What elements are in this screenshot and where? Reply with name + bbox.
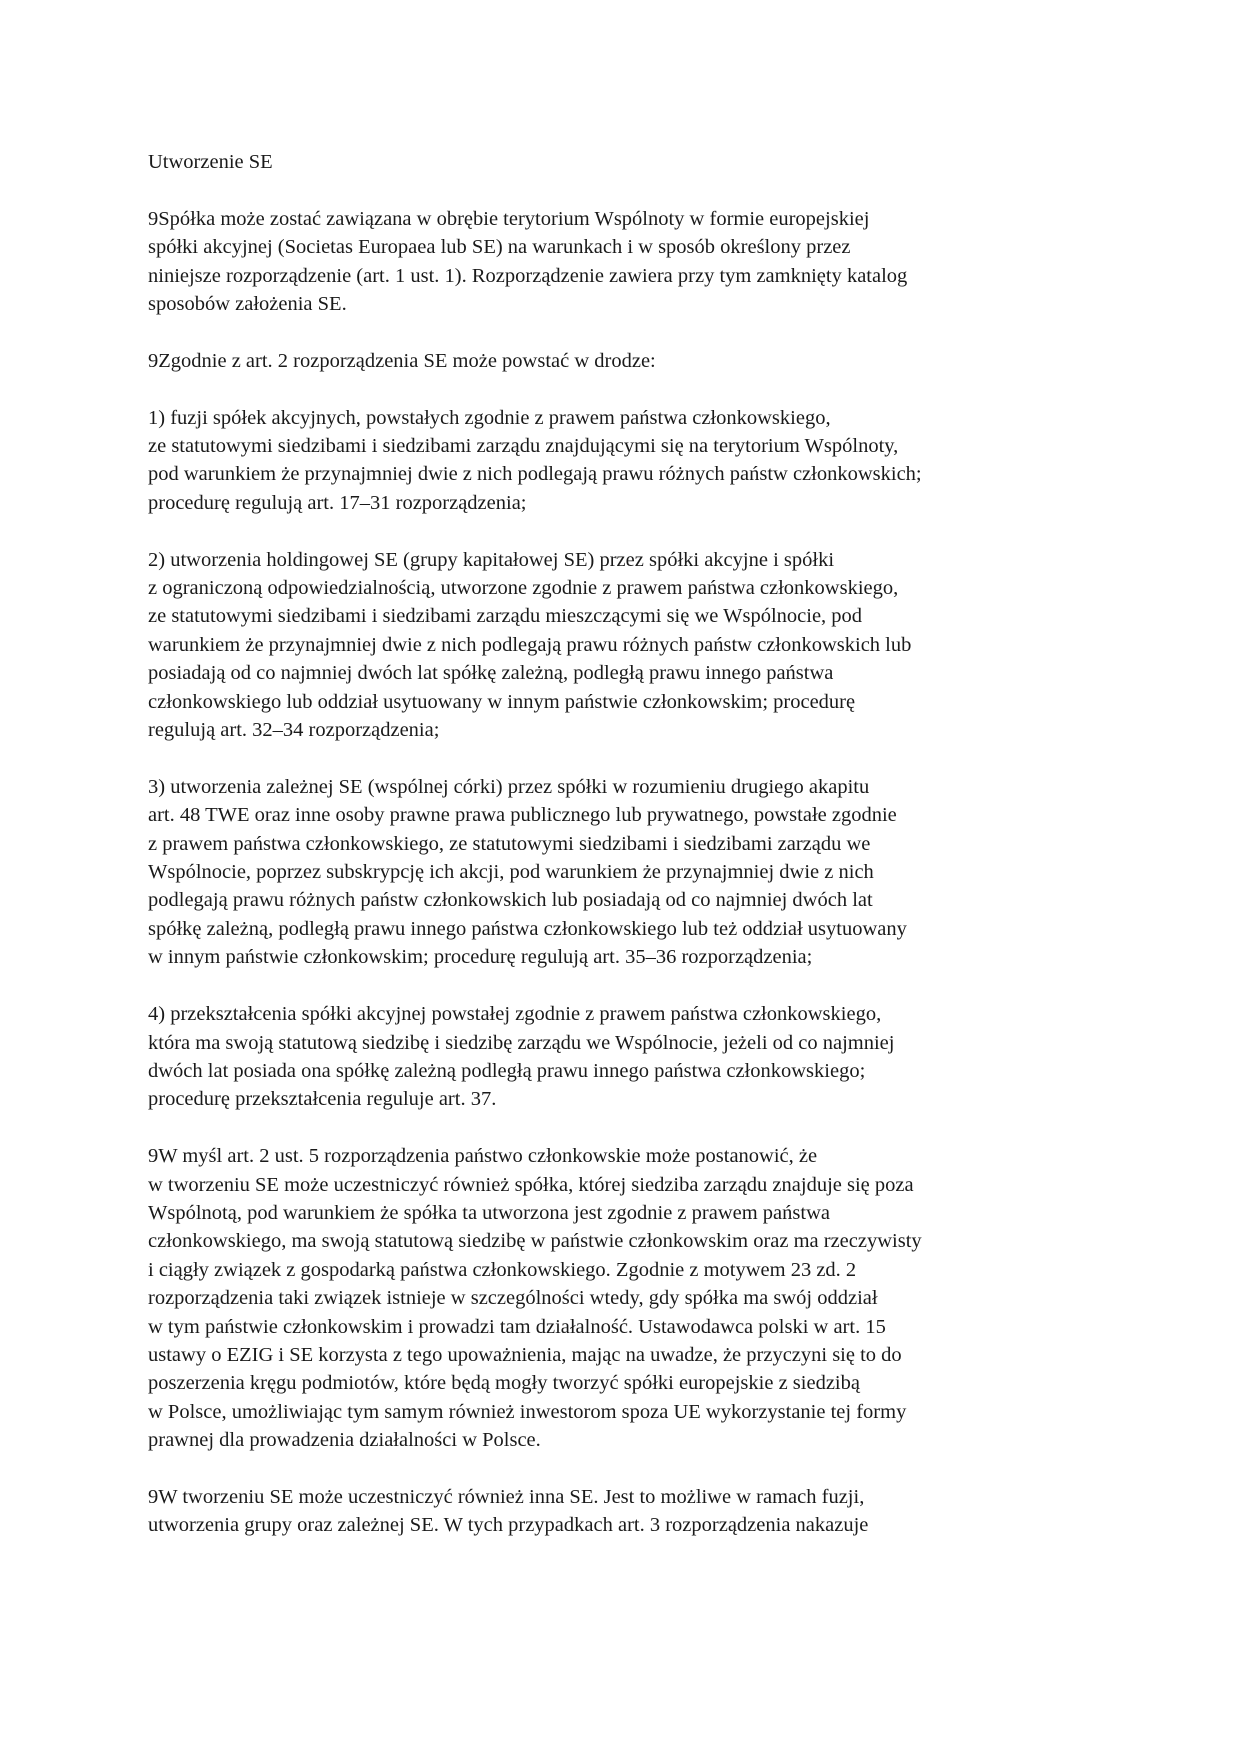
text-line: poszerzenia kręgu podmiotów, które będą mogły tworzyć spółki europejskie z siedzibą xyxy=(148,1372,860,1395)
text-line: w tworzeniu SE może uczestniczyć również spółka, której siedziba zarządu znajduje się poza xyxy=(148,1173,914,1196)
paragraph xyxy=(148,1483,1098,1540)
title-line: Utworzenie SE xyxy=(148,151,273,173)
text-line: 4) przekształcenia spółki akcyjnej powstałej zgodnie z prawem państwa członkowskiego, xyxy=(148,1003,882,1026)
text-line: sposobów założenia SE. xyxy=(148,293,347,316)
text-line: warunkiem że przynajmniej dwie z nich podlegają prawu różnych państw członkowskich lub xyxy=(148,633,912,656)
text-line: utworzenia grupy oraz zależnej SE. W tych przypadkach art. 3 rozporządzenia nakazuje xyxy=(148,1514,869,1537)
text-line: 9W myśl art. 2 ust. 5 rozporządzenia państwo członkowskie może postanowić, że xyxy=(148,1145,818,1168)
text-line: 1) fuzji spółek akcyjnych, powstałych zgodnie z prawem państwa członkowskiego, xyxy=(148,406,831,429)
paragraph xyxy=(148,1000,1098,1114)
text-line: w Polsce, umożliwiając tym samym również inwestorom spoza UE wykorzystanie tej formy xyxy=(148,1400,907,1423)
text-line: dwóch lat posiada ona spółkę zależną podległą prawu innego państwa członkowskiego; xyxy=(148,1059,866,1082)
text-line: posiadają od co najmniej dwóch lat spółkę zależną, podległą prawu innego państwa xyxy=(148,662,834,685)
text-line: spółkę zależną, podległą prawu innego państwa członkowskiego lub też oddział usytuowany xyxy=(148,917,907,940)
document-title xyxy=(148,148,1098,176)
text-line: w tym państwie członkowskim i prowadzi tam działalność. Ustawodawca polski w art. 15 xyxy=(148,1315,886,1338)
text-line: ze statutowymi siedzibami i siedzibami zarządu znajdującymi się na terytorium Wspólnoty, xyxy=(148,435,899,458)
text-line: Wspólnotą, pod warunkiem że spółka ta utworzona jest zgodnie z prawem państwa xyxy=(148,1201,830,1224)
text-line: niniejsze rozporządzenie (art. 1 ust. 1). Rozporządzenie zawiera przy tym zamknięty katalog xyxy=(148,264,908,287)
text-line: 9Spółka może zostać zawiązana w obrębie terytorium Wspólnoty w formie europejskiej xyxy=(148,207,870,230)
text-line: ze statutowymi siedzibami i siedzibami zarządu mieszczącymi się we Wspólnocie, pod xyxy=(148,605,863,628)
text-line: spółki akcyjnej (Societas Europaea lub SE) na warunkach i w sposób określony przez xyxy=(148,236,851,259)
text-line: z ograniczoną odpowiedzialnością, utworzone zgodnie z prawem państwa członkowskiego, xyxy=(148,577,899,600)
paragraph-list xyxy=(148,205,1098,1540)
text-line: podlegają prawu różnych państw członkowskich lub posiadają od co najmniej dwóch lat xyxy=(148,889,873,912)
text-line: która ma swoją statutową siedzibę i siedzibę zarządu we Wspólnocie, jeżeli od co najmniej xyxy=(148,1031,895,1054)
paragraph xyxy=(148,205,1098,319)
paragraph xyxy=(148,347,1098,375)
document-body xyxy=(148,148,1098,1568)
paragraph xyxy=(148,1142,1098,1454)
text-line: Wspólnocie, poprzez subskrypcję ich akcji, pod warunkiem że przynajmniej dwie z nich xyxy=(148,861,874,884)
text-line: pod warunkiem że przynajmniej dwie z nich podlegają prawu różnych państw członkowskich; xyxy=(148,463,922,486)
text-line: ustawy o EZIG i SE korzysta z tego upoważnienia, mając na uwadze, że przyczyni się to do xyxy=(148,1343,902,1366)
paragraph xyxy=(148,404,1098,518)
text-line: i ciągły związek z gospodarką państwa członkowskiego. Zgodnie z motywem 23 zd. 2 xyxy=(148,1258,857,1281)
text-line: procedurę przekształcenia reguluje art. 37. xyxy=(148,1088,497,1111)
text-line: 9Zgodnie z art. 2 rozporządzenia SE może powstać w drodze: xyxy=(148,349,656,372)
text-line: art. 48 TWE oraz inne osoby prawne prawa publicznego lub prywatnego, powstałe zgodnie xyxy=(148,804,897,827)
text-line: w innym państwie członkowskim; procedurę regulują art. 35–36 rozporządzenia; xyxy=(148,946,813,969)
text-line: 9W tworzeniu SE może uczestniczyć również inna SE. Jest to możliwe w ramach fuzji, xyxy=(148,1485,865,1508)
text-line: członkowskiego, ma swoją statutową siedzibę w państwie członkowskim oraz ma rzeczywisty xyxy=(148,1230,922,1253)
paragraph xyxy=(148,546,1098,745)
text-line: 3) utworzenia zależnej SE (wspólnej córki) przez spółki w rozumieniu drugiego akapitu xyxy=(148,775,870,798)
text-line: procedurę regulują art. 17–31 rozporządzenia; xyxy=(148,491,527,514)
text-line: członkowskiego lub oddział usytuowany w innym państwie członkowskim; procedurę xyxy=(148,690,856,713)
text-line: prawnej dla prowadzenia działalności w Polsce. xyxy=(148,1429,541,1452)
text-line: regulują art. 32–34 rozporządzenia; xyxy=(148,719,440,742)
text-line: rozporządzenia taki związek istnieje w szczególności wtedy, gdy spółka ma swój oddział xyxy=(148,1287,878,1310)
text-line: 2) utworzenia holdingowej SE (grupy kapitałowej SE) przez spółki akcyjne i spółki xyxy=(148,548,835,571)
text-line: z prawem państwa członkowskiego, ze statutowymi siedzibami i siedzibami zarządu we xyxy=(148,832,871,855)
paragraph xyxy=(148,773,1098,972)
